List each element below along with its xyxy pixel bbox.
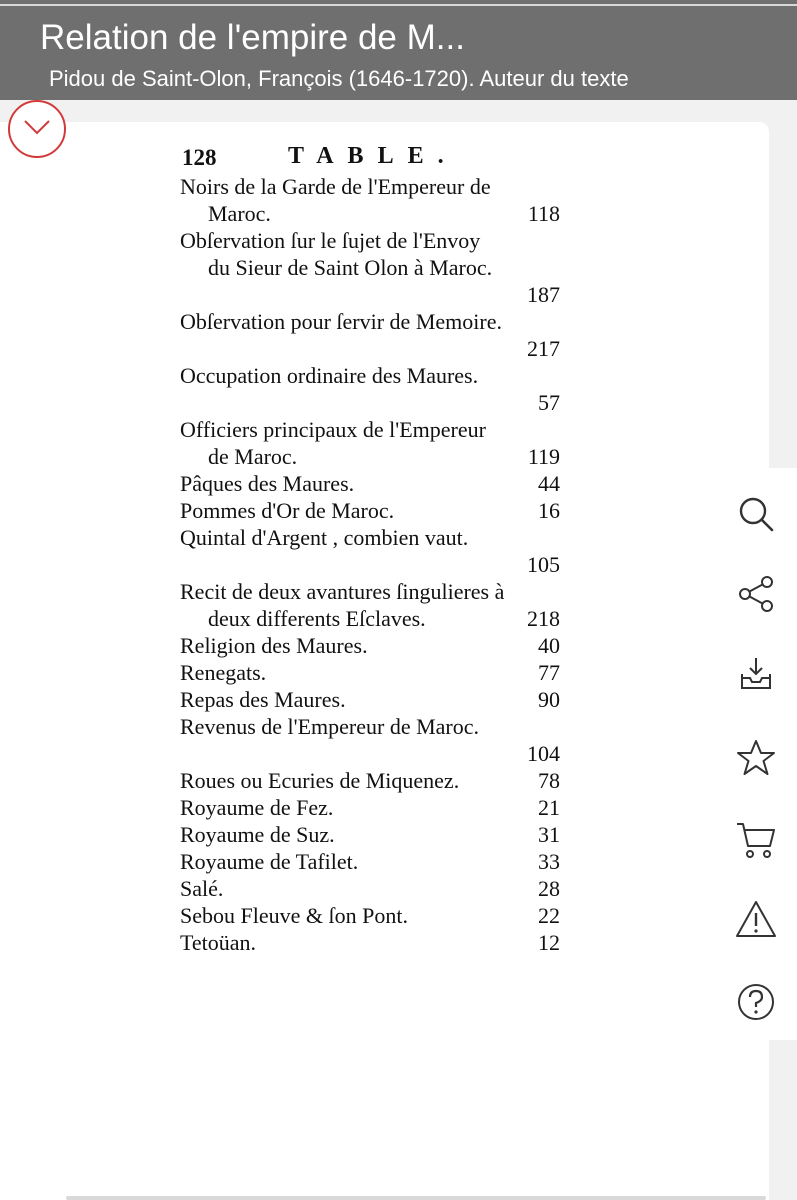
download-button[interactable] (734, 652, 778, 696)
chevron-down-icon (22, 116, 52, 138)
list-item (180, 551, 560, 578)
list-item (180, 227, 560, 254)
entry-text: Noirs de la Garde de l'Empereur de (180, 174, 491, 199)
tool-sidebar (716, 468, 797, 1040)
list-item (180, 875, 560, 902)
help-button[interactable] (734, 980, 778, 1024)
entry-page-number: 21 (538, 795, 560, 820)
help-icon (734, 980, 778, 1024)
entry-page-number: 77 (538, 660, 560, 685)
list-item (180, 173, 560, 200)
list-item (180, 632, 560, 659)
list-item (180, 794, 560, 821)
entry-text: Quintal d'Argent , combien vaut. (180, 525, 469, 550)
list-item (180, 416, 560, 443)
list-item (180, 470, 560, 497)
entry-text: Royaume de Tafilet. (180, 849, 359, 874)
list-item (180, 659, 560, 686)
entry-text: Royaume de Suz. (180, 822, 335, 847)
list-item (180, 254, 560, 281)
entry-text: Royaume de Fez. (180, 795, 334, 820)
table-entries (180, 173, 560, 956)
entry-text: deux differents Eſclaves. (208, 606, 426, 631)
list-item (180, 335, 560, 362)
entry-page-number: 16 (538, 498, 560, 523)
page-header (160, 145, 570, 175)
list-item (180, 524, 560, 551)
entry-page-number: 187 (527, 282, 560, 307)
entry-page-number: 33 (538, 849, 560, 874)
cart-icon (734, 818, 778, 862)
entry-page-number: 28 (538, 876, 560, 901)
list-item (180, 605, 560, 632)
warning-icon (734, 898, 778, 942)
entry-text: Revenus de l'Empereur de Maroc. (180, 714, 480, 739)
share-button[interactable] (734, 572, 778, 616)
entry-page-number: 119 (527, 444, 560, 469)
list-item (180, 362, 560, 389)
search-button[interactable] (734, 492, 778, 536)
download-icon (734, 652, 778, 696)
list-item (180, 200, 560, 227)
list-item (180, 902, 560, 929)
entry-page-number: 22 (538, 903, 560, 928)
list-item (180, 443, 560, 470)
horizontal-scrollbar[interactable] (66, 1196, 766, 1200)
entry-text: Pâques des Maures. (180, 471, 355, 496)
entry-text: Religion des Maures. (180, 633, 368, 658)
search-icon (734, 492, 778, 536)
list-item (180, 578, 560, 605)
document-header (0, 0, 797, 100)
page-heading: TABLE. (288, 143, 458, 169)
entry-text: Officiers principaux de l'Empereur (180, 417, 486, 442)
cart-button[interactable] (734, 818, 778, 862)
entry-page-number: 57 (538, 390, 560, 415)
entry-page-number: 31 (538, 822, 560, 847)
entry-text: Sebou Fleuve & ſon Pont. (180, 903, 408, 928)
entry-page-number: 104 (527, 741, 560, 766)
entry-page-number: 40 (538, 633, 560, 658)
entry-text: de Maroc. (208, 444, 298, 469)
entry-page-number: 217 (527, 336, 560, 361)
entry-page-number: 12 (538, 930, 560, 955)
entry-text: Roues ou Ecuries de Miquenez. (180, 768, 460, 793)
entry-page-number: 78 (538, 768, 560, 793)
document-author: Pidou de Saint-Olon, François (1646-1720). Auteur du texte (49, 66, 629, 91)
entry-text: Salé. (180, 876, 224, 901)
entry-text: Occupation ordinaire des Maures. (180, 363, 479, 388)
entry-text: du Sieur de Saint Olon à Maroc. (208, 255, 493, 280)
entry-page-number: 44 (538, 471, 560, 496)
collapse-header-button[interactable] (8, 100, 66, 158)
entry-text: Pommes d'Or de Maroc. (180, 498, 395, 523)
report-button[interactable] (734, 898, 778, 942)
entry-text: Tetoüan. (180, 930, 257, 955)
entry-text: Recit de deux avantures ſingulieres à (180, 579, 505, 604)
list-item (180, 740, 560, 767)
header-divider (0, 4, 797, 6)
list-item (180, 929, 560, 956)
entry-text: Repas des Maures. (180, 687, 346, 712)
list-item (180, 821, 560, 848)
entry-page-number: 105 (527, 552, 560, 577)
favorite-button[interactable] (734, 736, 778, 780)
list-item (180, 281, 560, 308)
list-item (180, 713, 560, 740)
entry-page-number: 218 (527, 606, 560, 631)
list-item (180, 767, 560, 794)
list-item (180, 497, 560, 524)
entry-text: Maroc. (208, 201, 271, 226)
entry-text: Obſervation pour ſervir de Memoire. (180, 309, 502, 334)
list-item (180, 848, 560, 875)
list-item (180, 389, 560, 416)
entry-text: Obſervation ſur le ſujet de l'Envoy (180, 228, 481, 253)
share-icon (734, 572, 778, 616)
entry-page-number: 90 (538, 687, 560, 712)
star-icon (734, 736, 778, 780)
page-number: 128 (182, 145, 217, 170)
list-item (180, 308, 560, 335)
entry-page-number: 118 (527, 201, 560, 226)
scanned-page (160, 145, 570, 975)
entry-text: Renegats. (180, 660, 267, 685)
document-title: Relation de l'empire de M... (40, 18, 465, 57)
list-item (180, 686, 560, 713)
